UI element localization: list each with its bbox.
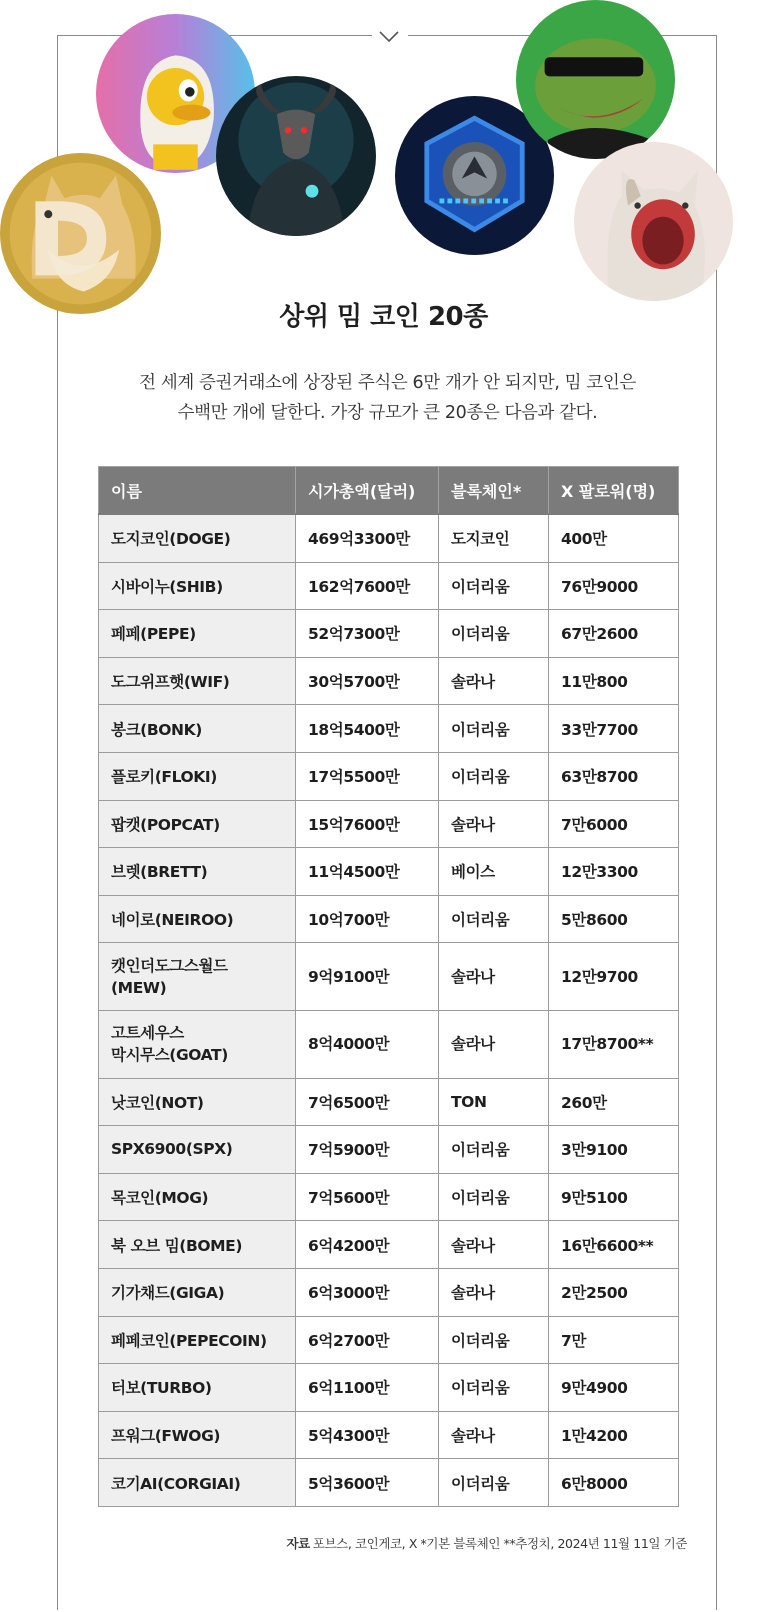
coin-followers: 16만6600** [549, 1221, 679, 1269]
intro-line-1: 전 세계 증권거래소에 상장된 주식은 6만 개가 안 되지만, 밈 코인은 [139, 373, 636, 393]
coin-market-cap: 6억4200만 [296, 1221, 439, 1269]
coin-followers: 33만7700 [549, 705, 679, 753]
coin-blockchain: 이더리움 [439, 1364, 549, 1412]
coin-followers: 7만 [549, 1316, 679, 1364]
coin-followers: 1만4200 [549, 1411, 679, 1459]
coin-name: 기가채드(GIGA) [99, 1268, 296, 1316]
coin-name: 목코인(MOG) [99, 1173, 296, 1221]
coin-name: 코기AI(CORGIAI) [99, 1459, 296, 1507]
coin-name: 도지코인(DOGE) [99, 514, 296, 562]
coin-blockchain: 솔라나 [439, 1010, 549, 1078]
meme-coin-table [98, 466, 679, 1507]
source-label: 자료 [286, 1536, 310, 1551]
coin-blockchain: 솔라나 [439, 1221, 549, 1269]
table-row [99, 1010, 679, 1078]
coin-name-line-2: (MEW) [111, 978, 167, 997]
coin-followers: 9만4900 [549, 1364, 679, 1412]
coin-name: 북 오브 밈(BOME) [99, 1221, 296, 1269]
coin-blockchain: 솔라나 [439, 943, 549, 1011]
coin-followers: 67만2600 [549, 610, 679, 658]
table-row [99, 848, 679, 896]
coin-name: 페페(PEPE) [99, 610, 296, 658]
coin-market-cap: 11억4500만 [296, 848, 439, 896]
coin-blockchain: 솔라나 [439, 1268, 549, 1316]
header-market-cap: 시가총액(달러) [296, 467, 439, 515]
coin-market-cap: 5억3600만 [296, 1459, 439, 1507]
coin-name: 낫코인(NOT) [99, 1078, 296, 1126]
table-row [99, 1364, 679, 1412]
table-row [99, 1126, 679, 1174]
coin-followers: 17만8700** [549, 1010, 679, 1078]
table-row [99, 1411, 679, 1459]
table-row [99, 800, 679, 848]
coin-blockchain: 이더리움 [439, 562, 549, 610]
coin-followers: 5만8600 [549, 895, 679, 943]
coin-followers: 12만3300 [549, 848, 679, 896]
coin-followers: 2만2500 [549, 1268, 679, 1316]
table-header-row [99, 467, 679, 515]
coin-blockchain: 솔라나 [439, 800, 549, 848]
popcat-icon [574, 142, 733, 301]
coin-market-cap: 15억7600만 [296, 800, 439, 848]
coin-blockchain: TON [439, 1078, 549, 1126]
coin-name: 플로키(FLOKI) [99, 752, 296, 800]
header-x-followers: X 팔로워(명) [549, 467, 679, 515]
coin-market-cap: 7억5600만 [296, 1173, 439, 1221]
table-row [99, 1268, 679, 1316]
coin-blockchain: 이더리움 [439, 705, 549, 753]
pepe-icon [516, 0, 675, 159]
table-row [99, 562, 679, 610]
coin-followers: 9만5100 [549, 1173, 679, 1221]
coin-name: SPX6900(SPX) [99, 1126, 296, 1174]
table-row [99, 752, 679, 800]
source-text: 포브스, 코인게코, X *기본 블록체인 **추정치, 2024년 11월 11일 기준 [312, 1536, 687, 1551]
coin-followers: 260만 [549, 1078, 679, 1126]
coin-followers: 7만6000 [549, 800, 679, 848]
coin-name [99, 1010, 296, 1078]
table-row [99, 1221, 679, 1269]
coin-followers: 6만8000 [549, 1459, 679, 1507]
coin-blockchain: 이더리움 [439, 895, 549, 943]
coin-name [99, 943, 296, 1011]
table-row [99, 895, 679, 943]
coin-name: 프워그(FWOG) [99, 1411, 296, 1459]
coin-blockchain: 솔라나 [439, 1411, 549, 1459]
coin-blockchain: 베이스 [439, 848, 549, 896]
coin-name-line-1: 고트세우스 [111, 1024, 184, 1043]
coin-followers: 12만9700 [549, 943, 679, 1011]
table-row [99, 943, 679, 1011]
coin-name: 봉크(BONK) [99, 705, 296, 753]
table-row [99, 1316, 679, 1364]
coin-market-cap: 6억3000만 [296, 1268, 439, 1316]
coin-name: 시바이누(SHIB) [99, 562, 296, 610]
table-row [99, 1078, 679, 1126]
coin-blockchain: 이더리움 [439, 1459, 549, 1507]
coin-market-cap: 30억5700만 [296, 657, 439, 705]
table-row [99, 610, 679, 658]
coin-name-line-2: 막시무스(GOAT) [111, 1046, 228, 1065]
table-row [99, 1459, 679, 1507]
coin-followers: 76만9000 [549, 562, 679, 610]
chevron-down-icon [378, 30, 400, 44]
coin-market-cap: 52억7300만 [296, 610, 439, 658]
page-title: 상위 밈 코인 20종 [279, 302, 488, 332]
coin-market-cap: 6억1100만 [296, 1364, 439, 1412]
coin-blockchain: 이더리움 [439, 752, 549, 800]
coin-followers: 3만9100 [549, 1126, 679, 1174]
coin-blockchain: 이더리움 [439, 1173, 549, 1221]
coin-blockchain: 이더리움 [439, 610, 549, 658]
coin-followers: 63만8700 [549, 752, 679, 800]
coin-name: 팝캣(POPCAT) [99, 800, 296, 848]
coin-blockchain: 도지코인 [439, 514, 549, 562]
coin-market-cap: 7억5900만 [296, 1126, 439, 1174]
coin-market-cap: 10억700만 [296, 895, 439, 943]
table-row [99, 514, 679, 562]
coin-name-line-1: 캣인더도그스월드 [111, 956, 228, 975]
coin-name: 터보(TURBO) [99, 1364, 296, 1412]
coin-blockchain: 솔라나 [439, 657, 549, 705]
doge-icon [0, 153, 161, 314]
header-name: 이름 [99, 467, 296, 515]
coin-market-cap: 9억9100만 [296, 943, 439, 1011]
intro-text [100, 368, 675, 428]
coin-followers: 400만 [549, 514, 679, 562]
coin-market-cap: 5억4300만 [296, 1411, 439, 1459]
coin-name: 페페코인(PEPECOIN) [99, 1316, 296, 1364]
table-row [99, 1173, 679, 1221]
goat-icon [216, 76, 376, 236]
coin-market-cap: 162억7600만 [296, 562, 439, 610]
coin-name: 도그위프햇(WIF) [99, 657, 296, 705]
coin-market-cap: 7억6500만 [296, 1078, 439, 1126]
coin-name: 네이로(NEIROO) [99, 895, 296, 943]
coin-market-cap: 17억5500만 [296, 752, 439, 800]
coin-followers: 11만800 [549, 657, 679, 705]
coin-market-cap: 18억5400만 [296, 705, 439, 753]
coin-market-cap: 6억2700만 [296, 1316, 439, 1364]
intro-line-2: 수백만 개에 달한다. 가장 규모가 큰 20종은 다음과 같다. [177, 403, 598, 423]
coin-name: 브렛(BRETT) [99, 848, 296, 896]
table-row [99, 705, 679, 753]
header-blockchain: 블록체인* [439, 467, 549, 515]
coin-market-cap: 469억3300만 [296, 514, 439, 562]
coin-blockchain: 이더리움 [439, 1126, 549, 1174]
source-note [286, 1534, 687, 1552]
coin-market-cap: 8억4000만 [296, 1010, 439, 1078]
coin-blockchain: 이더리움 [439, 1316, 549, 1364]
table-row [99, 657, 679, 705]
